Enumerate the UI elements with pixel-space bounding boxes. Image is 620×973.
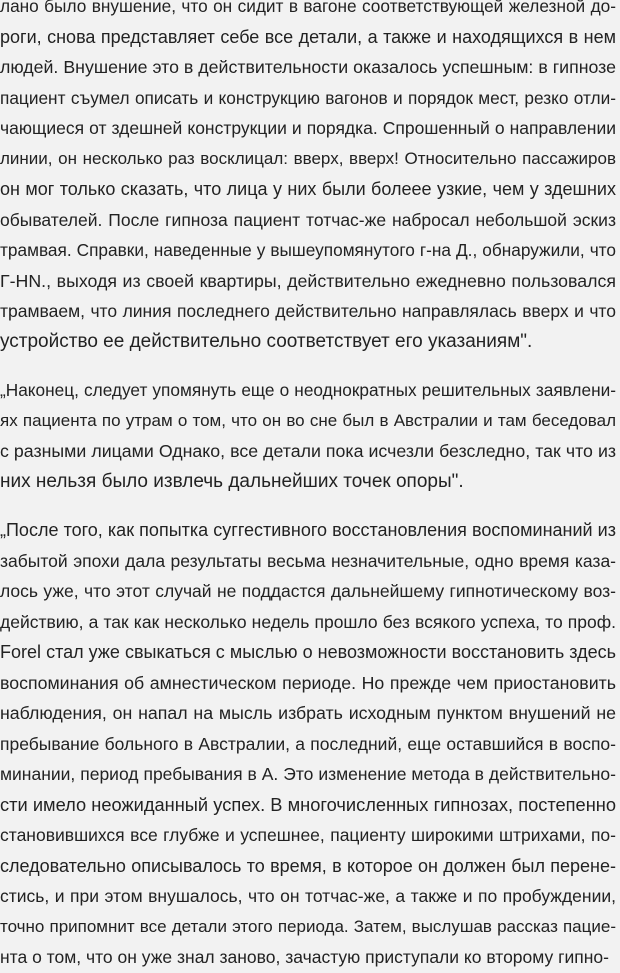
text-line: становившихся все глубже и успешнее, пациенту широкими штрихами, по- [0, 825, 616, 845]
text-line: трамвая. Справки, наведенные у вышеупомянутого г-на Д., обнаружили, что [0, 240, 616, 260]
text-line: „После того, как попытка суггестивного восстановления воспоминаний из [0, 520, 616, 540]
text-line: людей. Внушение это в действительности оказалось успешным: в гипнозе [0, 57, 616, 77]
text-line: линии, он несколько раз восклицал: вверх, вверх! Относительно пассажиров [0, 148, 616, 168]
text-line: воспоминания об амнестическом периоде. Но прежде чем приостановить [0, 672, 616, 693]
text-line: устройство ее действительно соответствует его указаниям". [0, 330, 533, 352]
text-line: пациент съумел описать и конструкцию вагонов и порядок мест, резко отли- [0, 87, 616, 108]
text-line: он мог только сказать, что лица у них были болеее узкие, чем у здешних [0, 179, 616, 199]
text-line: лано было внушение, что он сидит в вагоне соответствующей железной до- [0, 0, 616, 16]
text-line: нта о том, что он уже знал заново, зачастую приступали ко второму гипно- [0, 947, 609, 967]
text-line: них нельзя было извлечь дальнейших точек опоры". [0, 470, 464, 492]
text-line: лось уже, что этот случай не поддастся дальнейшему гипнотическому воз- [0, 581, 616, 601]
text-line: наблюдения, он напал на мысль избрать исходным пунктом внушений не [0, 703, 616, 723]
text-line: Г-HN., выходя из своей квартиры, действительно ежедневно пользовался [0, 270, 616, 291]
text-line: с разными лицами Однако, все детали пока исчезли безследно, так что из [0, 441, 616, 461]
text-line: „Наконец, следует упомянуть еще о неоднократных решительных заявлени- [0, 380, 616, 400]
text-line: точно припомнит все детали этого периода. Затем, выслушав рассказ пацие- [0, 916, 616, 936]
text-line: ях пациента по утрам о том, что он во сне был в Австралии и там беседовал [0, 410, 616, 430]
text-line: чающиеся от здешней конструкции и порядка. Спрошенный о направлении [0, 118, 616, 138]
text-line: трамваем, что линия последнего действительно направлялась вверх и что [0, 301, 616, 321]
text-line: пребывание больного в Австралии, а последний, еще оставшийся в воспо- [0, 733, 616, 754]
text-line: действию, а так как несколько недель прошло без всякого успеха, то проф. [0, 611, 616, 632]
text-line: следовательно описывалось то время, в которое он должен был перене- [0, 855, 616, 876]
text-line: сти имело неожиданный успех. В многочисленных гипнозах, постепенно [0, 793, 616, 815]
text-line: роги, снова представляет себе все детали, а также и находящихся в нем [0, 26, 616, 47]
text-line: забытой эпохи дала результаты весьма незначительные, одно время каза- [0, 550, 616, 571]
text-line: минании, период пребывания в А. Это изменение метода в действительно- [0, 764, 616, 784]
text-line: Forel стал уже свыкаться с мыслью о невозможности восстановить здесь [0, 642, 616, 662]
paragraph [0, 515, 620, 973]
paragraph [0, 0, 620, 357]
text-line: обывателей. После гипноза пациент тотчас-же набросал небольшой эскиз [0, 209, 616, 230]
paragraph [0, 375, 620, 497]
text-line: стись, и при этом внушалось, что он тотчас-же, а также и по пробуждении, [0, 886, 616, 906]
